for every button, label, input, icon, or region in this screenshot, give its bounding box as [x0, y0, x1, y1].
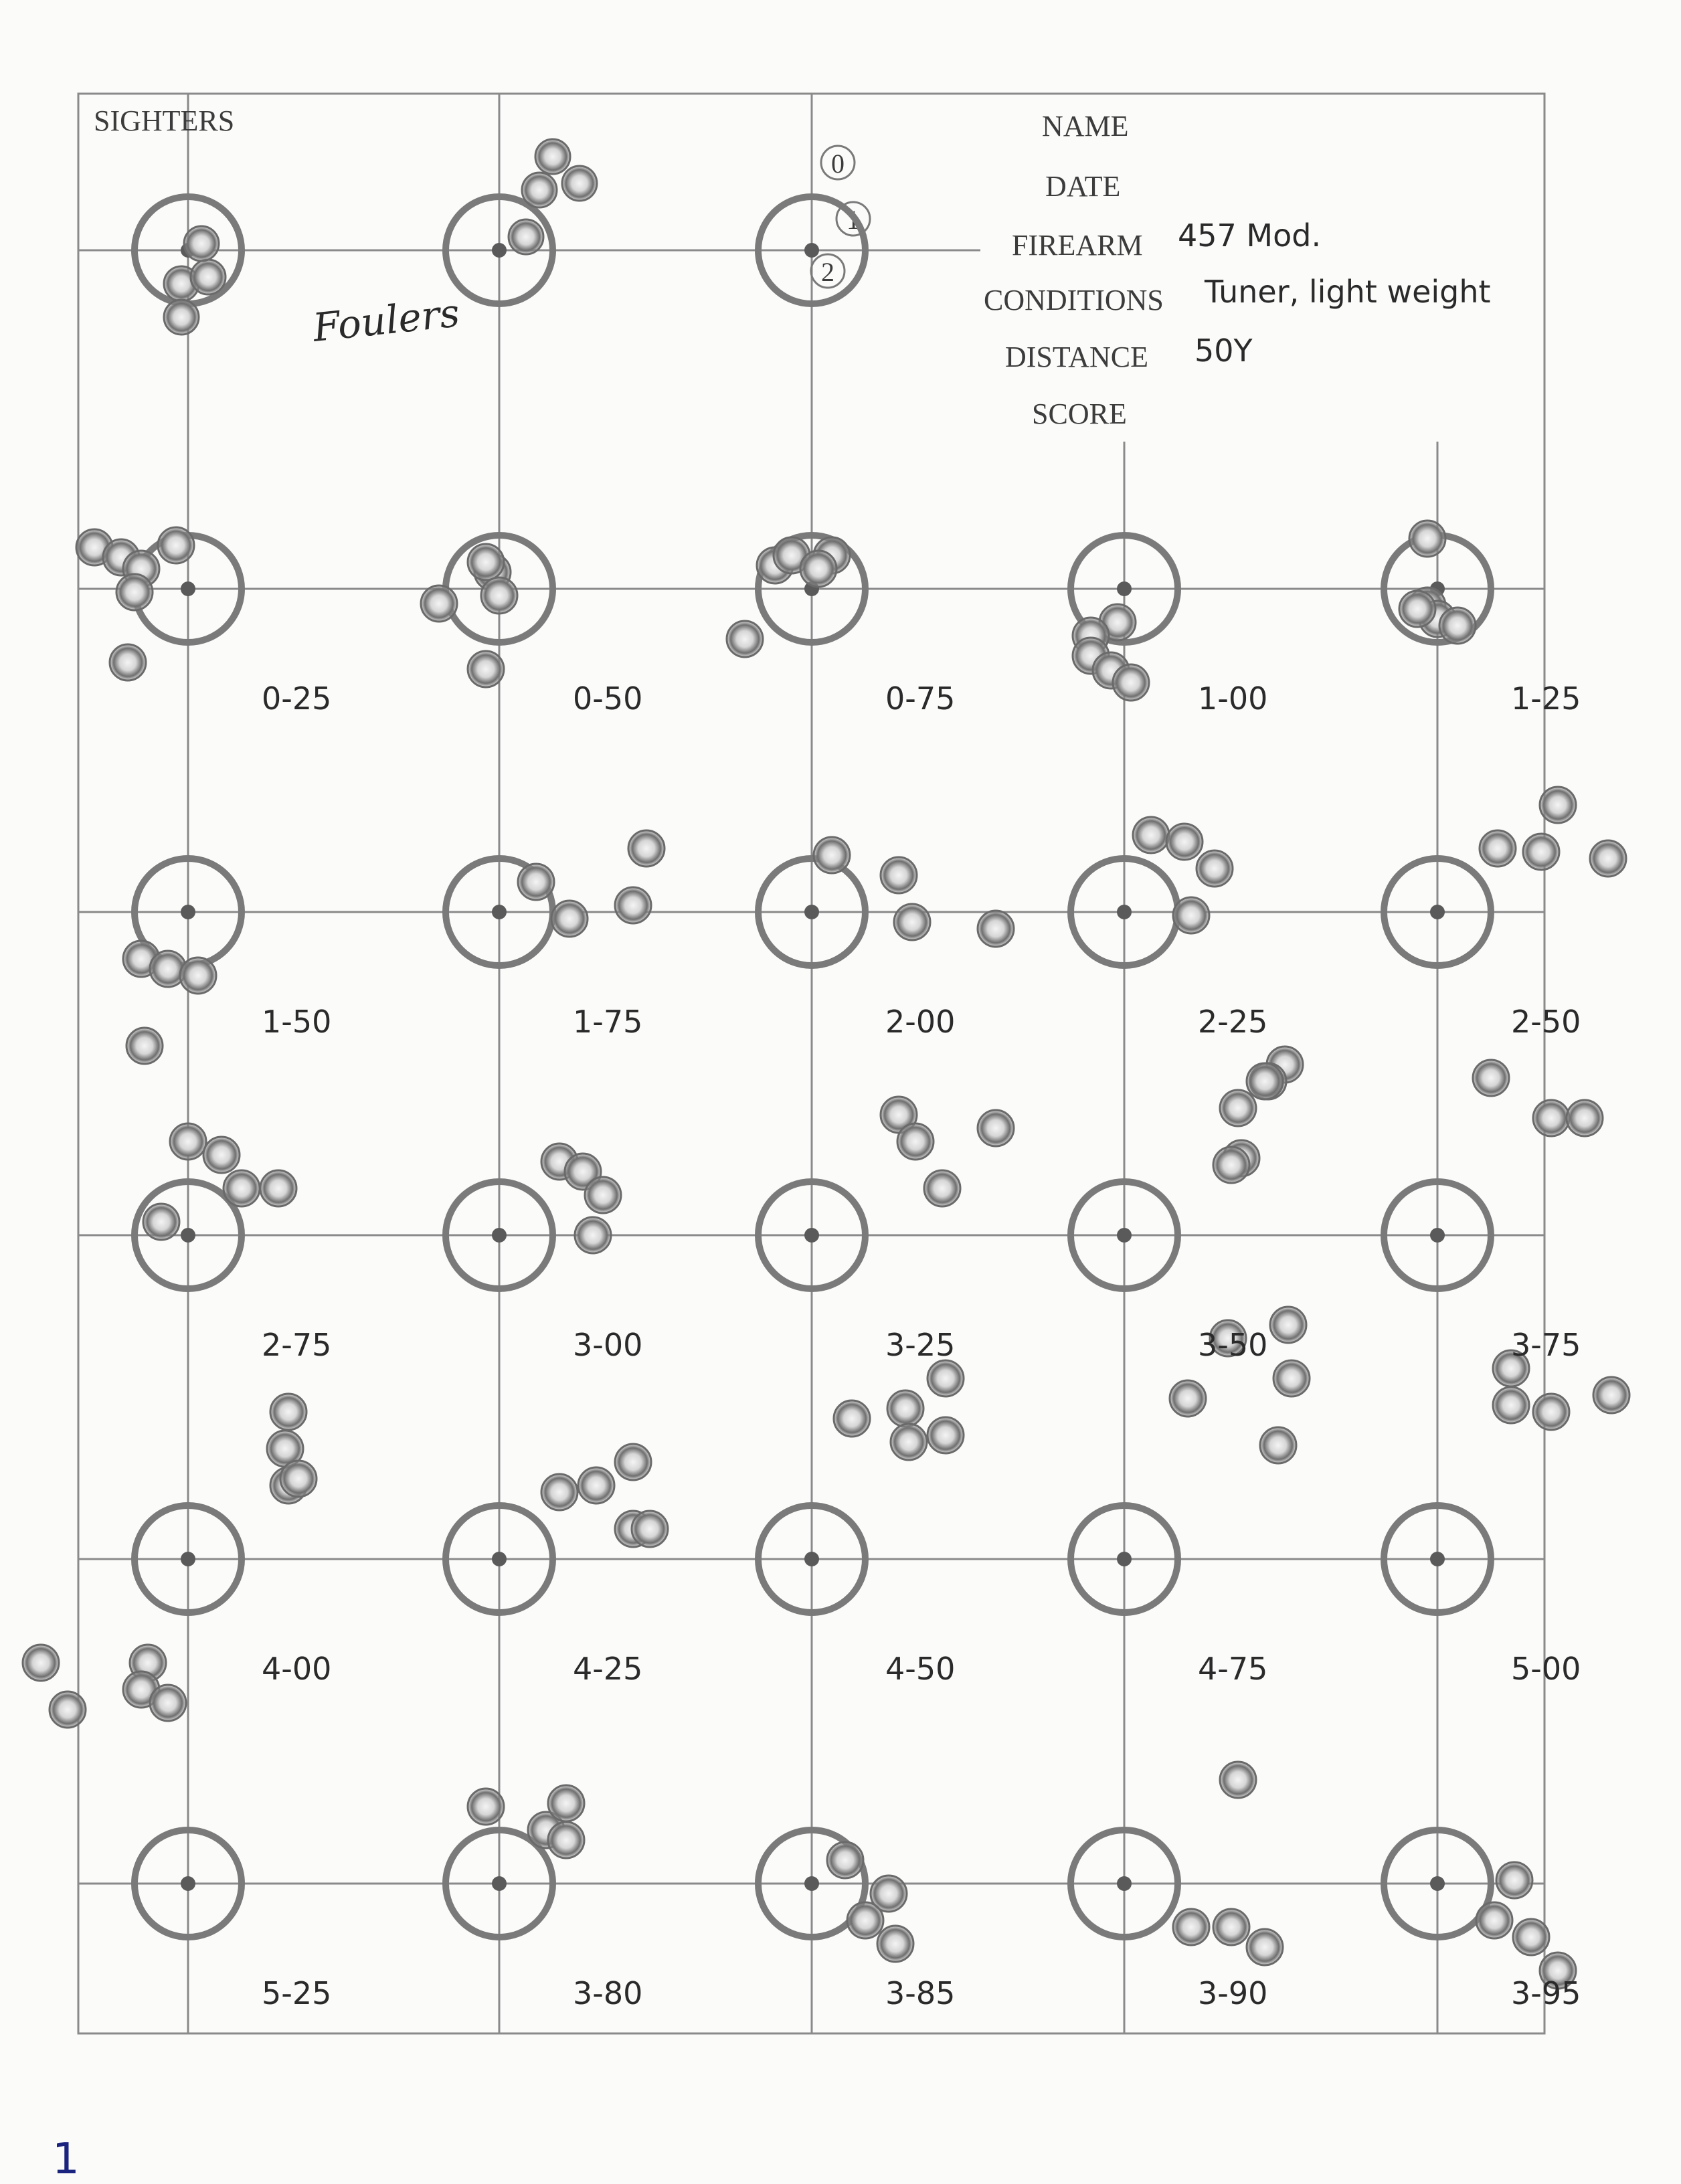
score-label: SCORE — [1032, 397, 1127, 430]
conditions-value: Tuner, light weight — [1205, 274, 1491, 310]
target-label: 5-00 — [1511, 1651, 1581, 1687]
bullet-hole — [827, 1842, 863, 1878]
fouler-hole — [522, 173, 557, 207]
target-label: 3-50 — [1198, 1327, 1268, 1363]
target-label: 2-25 — [1198, 1004, 1268, 1040]
bullet-hole — [143, 1204, 179, 1240]
margin-mark: 1 — [52, 2134, 80, 2184]
bullet-hole — [280, 1461, 317, 1497]
bullet-hole — [632, 1511, 668, 1547]
target-label: 1-50 — [262, 1004, 332, 1040]
bullet-hole — [548, 1785, 584, 1821]
svg-text:1: 1 — [847, 205, 860, 235]
bullet-hole — [270, 1394, 306, 1430]
bullet-hole — [180, 958, 216, 994]
target-label: 1-75 — [573, 1004, 643, 1040]
bullet-hole — [927, 1417, 964, 1453]
sighter-number-0 — [821, 146, 855, 179]
bullet-hole — [894, 904, 930, 940]
bullet-hole — [881, 857, 917, 893]
bullet-hole — [897, 1123, 934, 1160]
foulers-note: Foulers — [311, 290, 462, 351]
name-label: NAME — [1042, 110, 1129, 143]
target-label: 1-00 — [1198, 680, 1268, 717]
bullet-hole — [814, 837, 850, 873]
fouler-hole — [164, 300, 199, 335]
bullet-hole — [551, 901, 588, 937]
bullet-hole — [1590, 840, 1626, 877]
bullet-hole — [1166, 824, 1203, 860]
bullet-hole — [1513, 1919, 1549, 1955]
bullet-hole — [1533, 1100, 1569, 1136]
bullet-hole — [1260, 1427, 1296, 1463]
bullet-hole — [150, 1685, 186, 1721]
bullet-hole — [877, 1926, 913, 1962]
bullet-hole — [978, 911, 1014, 947]
bullet-hole — [1567, 1100, 1603, 1136]
bullet-hole — [1480, 830, 1516, 867]
bullet-hole — [1113, 664, 1149, 701]
bullet-hole — [727, 621, 763, 657]
bullet-hole — [1493, 1387, 1529, 1423]
target-label: 2-50 — [1511, 1004, 1581, 1040]
bullet-hole — [800, 551, 836, 587]
bullet-hole — [1173, 1909, 1209, 1945]
target-label: 3-80 — [573, 1975, 643, 2011]
fouler-hole — [509, 219, 543, 254]
fouler-hole — [535, 139, 570, 174]
grid-lines — [78, 94, 1544, 2033]
bullet-hole — [1496, 1862, 1532, 1898]
fouler-hole — [562, 166, 597, 201]
bullet-hole — [468, 544, 504, 580]
target-label: 3-00 — [573, 1327, 643, 1363]
svg-text:2: 2 — [821, 257, 834, 287]
fouler-hole — [184, 226, 219, 261]
bullet-hole — [116, 574, 153, 610]
distance-value: 50Y — [1195, 333, 1253, 369]
bullet-hole — [1247, 1063, 1283, 1099]
bullet-hole — [847, 1902, 883, 1938]
bullet-hole — [978, 1110, 1014, 1146]
svg-text:0: 0 — [831, 149, 845, 179]
bullet-hole — [1220, 1762, 1256, 1798]
bullet-hole — [1533, 1394, 1569, 1430]
bullet-hole — [1473, 1060, 1509, 1096]
target-label: 4-50 — [885, 1651, 956, 1687]
target-label: 3-95 — [1511, 1975, 1581, 2011]
bullet-hole — [628, 830, 665, 867]
bullet-hole — [1540, 787, 1576, 823]
firearm-label: FIREARM — [1012, 229, 1143, 262]
bullet-hole — [518, 864, 554, 900]
bullet-hole — [260, 1170, 296, 1206]
target-label: 2-75 — [262, 1327, 332, 1363]
bullet-holes-layer — [23, 139, 1629, 1989]
bullet-hole — [224, 1170, 260, 1206]
bullet-hole — [1173, 897, 1209, 933]
target-label: 0-75 — [885, 680, 956, 717]
distance-label: DISTANCE — [1005, 341, 1149, 373]
bullet-hole — [23, 1645, 59, 1681]
bullet-hole — [924, 1170, 960, 1206]
bullet-hole — [481, 577, 517, 614]
bullet-hole — [1197, 850, 1233, 887]
bullet-hole — [1476, 1902, 1512, 1938]
conditions-label: CONDITIONS — [984, 284, 1164, 316]
fouler-hole — [191, 260, 226, 294]
target-label: 3-25 — [885, 1327, 956, 1363]
target-label: 0-50 — [573, 680, 643, 717]
target-label: 5-25 — [262, 1975, 332, 2011]
bullet-hole — [203, 1137, 240, 1173]
bullet-hole — [927, 1360, 964, 1396]
bullet-hole — [110, 644, 146, 680]
bullet-hole — [468, 651, 504, 687]
bullet-hole — [1439, 608, 1476, 644]
bullet-hole — [575, 1217, 611, 1253]
bullet-hole — [541, 1474, 578, 1510]
target-label: 3-90 — [1198, 1975, 1268, 2011]
bullet-hole — [1213, 1147, 1249, 1183]
bullet-hole — [585, 1177, 621, 1213]
bullet-hole — [126, 1028, 163, 1064]
bullet-hole — [1170, 1380, 1206, 1417]
bullet-hole — [158, 527, 194, 563]
date-label: DATE — [1045, 170, 1121, 203]
target-label: 2-00 — [885, 1004, 956, 1040]
bullet-hole — [468, 1789, 504, 1825]
bullet-hole — [615, 887, 651, 923]
target-label: 4-00 — [262, 1651, 332, 1687]
bullet-hole — [1593, 1377, 1629, 1413]
sighter-number-2 — [811, 254, 845, 288]
bullet-hole — [891, 1424, 927, 1460]
target-label: 3-75 — [1511, 1327, 1581, 1363]
bullet-hole — [834, 1400, 870, 1437]
bullet-hole — [548, 1822, 584, 1858]
bullet-hole — [1213, 1909, 1249, 1945]
target-label: 4-75 — [1198, 1651, 1268, 1687]
bullet-hole — [1247, 1929, 1283, 1965]
bullet-hole — [1270, 1307, 1306, 1343]
target-label: 0-25 — [262, 680, 332, 717]
bullet-hole — [578, 1467, 614, 1504]
bullet-hole — [50, 1692, 86, 1728]
target-label: 1-25 — [1511, 680, 1581, 717]
target-label: 3-85 — [885, 1975, 956, 2011]
bullet-hole — [1523, 834, 1559, 870]
bullet-hole — [615, 1444, 651, 1480]
firearm-value: 457 Mod. — [1178, 217, 1322, 254]
bullet-hole — [1409, 521, 1445, 557]
bullet-hole — [887, 1390, 923, 1427]
bullet-hole — [1399, 591, 1435, 627]
bullet-hole — [170, 1123, 206, 1160]
bullet-hole — [421, 585, 457, 622]
bullet-hole — [1273, 1360, 1310, 1396]
sighters-label: SIGHTERS — [94, 104, 235, 137]
bullet-hole — [1220, 1090, 1256, 1126]
bullet-hole — [1133, 817, 1169, 853]
target-label: 4-25 — [573, 1651, 643, 1687]
